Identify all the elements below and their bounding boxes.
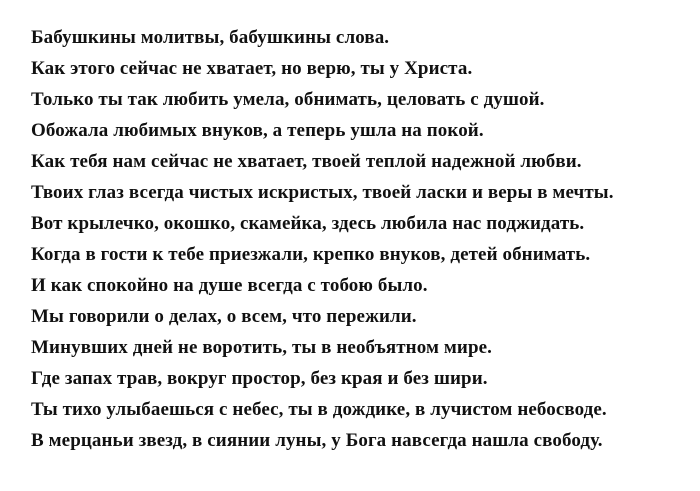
- poem-line: В мерцаньи звезд, в сиянии луны, у Бога навсегда нашла свободу.: [31, 430, 603, 451]
- poem-line: Обожала любимых внуков, а теперь ушла на покой.: [31, 120, 484, 141]
- poem-line: Ты тихо улыбаешься с небес, ты в дождике, в лучистом небосводе.: [31, 399, 607, 420]
- poem-line: Как тебя нам сейчас не хватает, твоей теплой надежной любви.: [31, 151, 582, 172]
- poem-line: Как этого сейчас не хватает, но верю, ты у Христа.: [31, 58, 473, 79]
- poem-line: Вот крылечко, окошко, скамейка, здесь любила нас поджидать.: [31, 213, 585, 234]
- poem-line: Мы говорили о делах, о всем, что пережили.: [31, 306, 417, 327]
- poem-line: И как спокойно на душе всегда с тобою было.: [31, 275, 428, 296]
- poem-text: [31, 22, 691, 456]
- poem-line: Твоих глаз всегда чистых искристых, твоей ласки и веры в мечты.: [31, 182, 614, 203]
- poem-line: Бабушкины молитвы, бабушкины слова.: [31, 27, 390, 48]
- poem-line: Только ты так любить умела, обнимать, целовать с душой.: [31, 89, 545, 110]
- poem-line: Где запах трав, вокруг простор, без края и без шири.: [31, 368, 488, 389]
- poem-line: Когда в гости к тебе приезжали, крепко внуков, детей обнимать.: [31, 244, 591, 265]
- poem-line: Минувших дней не воротить, ты в необъятном мире.: [31, 337, 492, 358]
